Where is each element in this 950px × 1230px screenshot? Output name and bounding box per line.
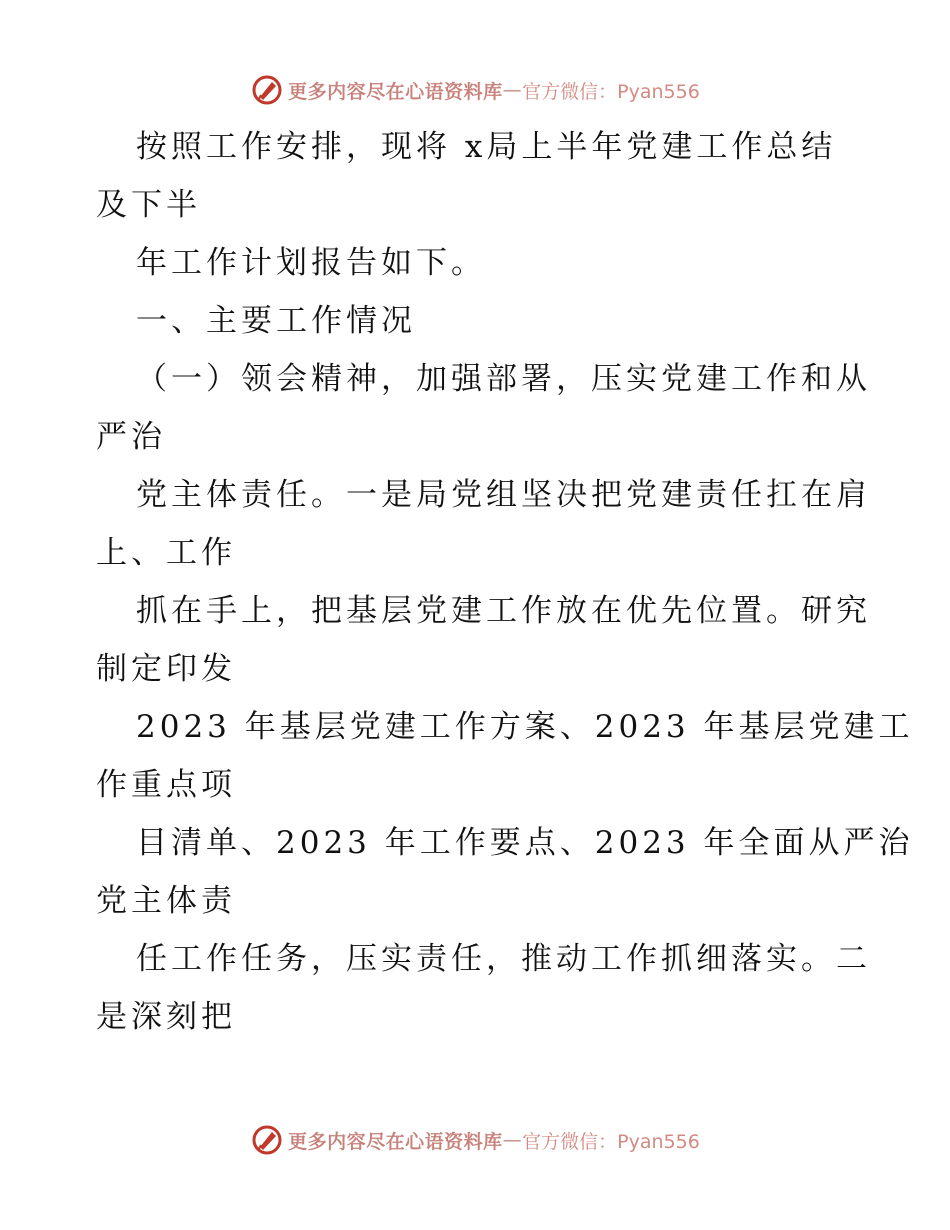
watermark-contact: 官方微信：Pyan556 (522, 1130, 700, 1153)
body-line: 按照工作安排，现将 x局上半年党建工作总结 (136, 129, 837, 165)
body-line: 2023 年基层党建工作方案、2023 年基层党建工 (136, 709, 914, 745)
pen-nib-logo-icon (250, 73, 284, 107)
body-line: 严治 (96, 419, 166, 455)
body-line: 年工作计划报告如下。 (136, 245, 486, 281)
body-line: （一）领会精神，加强部署，压实党建工作和从 (136, 361, 871, 397)
body-line: 任工作任务，压实责任，推动工作抓细落实。二 (136, 941, 871, 977)
footer-watermark (0, 1120, 950, 1160)
body-line: 及下半 (96, 187, 201, 223)
pen-nib-logo-icon (250, 1123, 284, 1157)
watermark-separator: — (502, 1129, 523, 1151)
body-line: 上、工作 (96, 535, 236, 571)
document-body (96, 118, 914, 1046)
section-heading: 一、主要工作情况 (136, 303, 416, 339)
body-line: 目清单、2023 年工作要点、2023 年全面从严治 (136, 825, 914, 861)
body-line: 制定印发 (96, 651, 236, 687)
watermark-separator: — (502, 79, 523, 101)
watermark-contact: 官方微信：Pyan556 (522, 80, 700, 103)
body-line: 作重点项 (96, 767, 236, 803)
watermark-text: 更多内容尽在心语资料库 (288, 1130, 503, 1153)
body-line: 是深刻把 (96, 999, 236, 1035)
header-watermark (0, 70, 950, 110)
watermark-text: 更多内容尽在心语资料库 (288, 80, 503, 103)
body-line: 党主体责 (96, 883, 236, 919)
body-line: 抓在手上，把基层党建工作放在优先位置。研究 (136, 593, 871, 629)
body-line: 党主体责任。一是局党组坚决把党建责任扛在肩 (136, 477, 871, 513)
